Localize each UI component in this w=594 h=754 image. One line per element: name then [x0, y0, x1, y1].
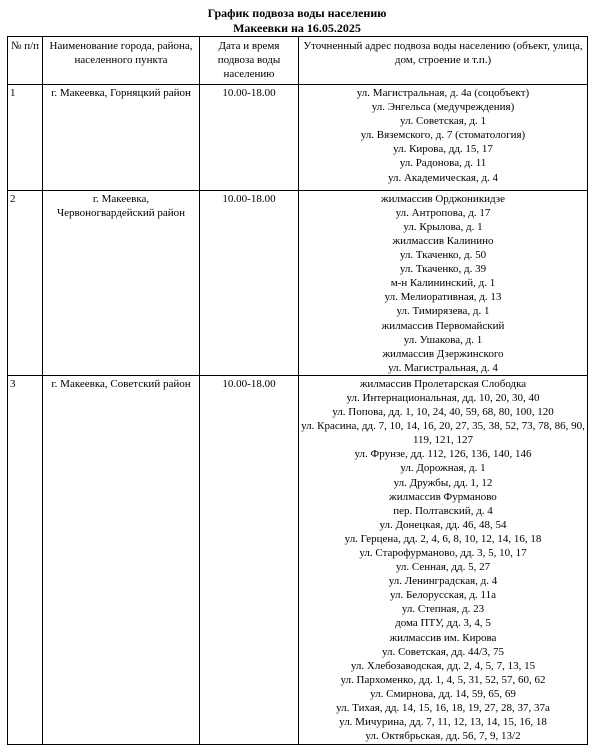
address-line: ул. Вяземского, д. 7 (стоматология) [360, 129, 526, 142]
row-addresses [299, 85, 588, 191]
table-header-row [8, 37, 588, 85]
address-line: ул. Донецкая, дд. 46, 48, 54 [379, 518, 507, 531]
address-line: жилмассив Дзержинского [382, 347, 504, 360]
address-line: ул. Советская, дд. 44/3, 75 [381, 645, 505, 658]
address-line: ул. Октябрьская, дд. 56, 7, 9, 13/2 [365, 730, 521, 743]
address-line: ул. Ушакова, д. 1 [403, 333, 483, 346]
address-line: жилмассив Пролетарская Слободка [359, 377, 527, 390]
address-line: ул. Магистральная, д. 4 [388, 361, 498, 374]
water-schedule-table [7, 36, 588, 745]
address-line: ул. Антропова, д. 17 [395, 206, 491, 219]
address-line: ул. Сенная, дд. 5, 27 [395, 561, 491, 574]
header-time: Дата и время подвоза воды населению [200, 37, 299, 85]
address-line: ул. Герцена, дд. 2, 4, 6, 8, 10, 12, 14, 16, 18 [344, 532, 542, 545]
address-line: ул. Академическая, д. 4 [387, 171, 499, 184]
address-line: ул. Тимирязева, д. 1 [396, 305, 490, 318]
row-num: 1 [8, 85, 43, 191]
address-line: жилмассив Первомайский [381, 319, 505, 332]
address-line: ул. Дорожная, д. 1 [400, 462, 486, 475]
address-line: жилмассив Фурманово [389, 490, 497, 503]
address-line: ул. Попова, дд. 1, 10, 24, 40, 59, 68, 80, 100, 120 [332, 406, 554, 419]
address-line: ул. Интернациональная, дд. 10, 20, 30, 40 [346, 391, 540, 404]
address-line: ул. Тихая, дд. 14, 15, 16, 18, 19, 27, 28, 37, 37а [336, 702, 550, 715]
row-addresses [299, 190, 588, 375]
address-line: ул. Белорусская, д. 11а [389, 589, 496, 602]
header-city: Наименование города, района, населенного пункта [43, 37, 200, 85]
address-line: ул. Фрунзе, дд. 112, 126, 136, 140, 146 [354, 448, 532, 461]
header-address: Уточненный адрес подвоза воды населению (объект, улица, дом, строение и т.п.) [299, 37, 588, 85]
address-line: ул. Смирнова, дд. 14, 59, 65, 69 [370, 687, 516, 700]
address-line: ул. Кирова, дд. 15, 17 [393, 143, 493, 156]
address-line: ул. Ткаченко, д. 39 [399, 263, 487, 276]
address-line: ул. Пархоменко, дд. 1, 4, 5, 31, 52, 57, 60, 62 [340, 673, 546, 686]
address-line: ул. Советская, д. 1 [400, 115, 486, 128]
address-line: ул. Мелиоративная, д. 13 [384, 291, 502, 304]
address-line: ул. Степная, д. 23 [401, 603, 485, 616]
row-addresses [299, 375, 588, 744]
address-line: ул. Магистральная, д. 4а (соцобъект) [356, 87, 530, 99]
address-line: пер. Полтавский, д. 4 [393, 504, 493, 517]
address-line: ул. Мичурина, дд. 7, 11, 12, 13, 14, 15, 16, 18 [339, 716, 547, 729]
table-row [8, 190, 588, 375]
row-num: 3 [8, 375, 43, 744]
row-city: г. Макеевка, Горняцкий район [43, 85, 200, 191]
address-line: жилмассив Орджоникидзе [380, 192, 506, 205]
row-time: 10.00-18.00 [200, 190, 299, 375]
title-line-2: Макеевки на 16.05.2025 [233, 21, 361, 35]
title-line-1: График подвоза воды населению [207, 6, 387, 20]
address-line: ул. Радонова, д. 11 [399, 157, 487, 170]
address-line: ул. Ткаченко, д. 50 [399, 249, 487, 262]
address-line: ул. Ленинградская, д. 4 [388, 575, 498, 588]
address-line: ул. Энгельса (медучреждения) [371, 101, 515, 114]
address-line: жилмассив им. Кирова [389, 631, 497, 644]
table-row [8, 375, 588, 744]
address-line: дома ПТУ, дд. 3, 4, 5 [395, 617, 491, 630]
address-line: ул. Хлебозаводская, дд. 2, 4, 5, 7, 13, 15 [350, 659, 536, 672]
row-num: 2 [8, 190, 43, 375]
table-row [8, 85, 588, 191]
row-city: г. Макеевка, Червоногвардейский район [43, 190, 200, 375]
address-line: ул. Дружбы, дд. 1, 12 [393, 476, 493, 489]
address-line: ул. Старофурманово, дд. 3, 5, 10, 17 [359, 547, 527, 559]
document-title [0, 6, 594, 36]
address-line: м-н Калининский, д. 1 [390, 277, 496, 290]
address-line: жилмассив Калинино [392, 234, 494, 247]
address-line: ул. Крылова, д. 1 [403, 220, 483, 233]
row-time: 10.00-18.00 [200, 375, 299, 744]
address-line: ул. Красина, дд. 7, 10, 14, 16, 20, 27, 35, 38, 52, 73, 78, 86, 90, 119, 121, 127 [301, 420, 585, 447]
row-city: г. Макеевка, Советский район [43, 375, 200, 744]
row-time: 10.00-18.00 [200, 85, 299, 191]
header-num: № п/п [8, 37, 43, 85]
